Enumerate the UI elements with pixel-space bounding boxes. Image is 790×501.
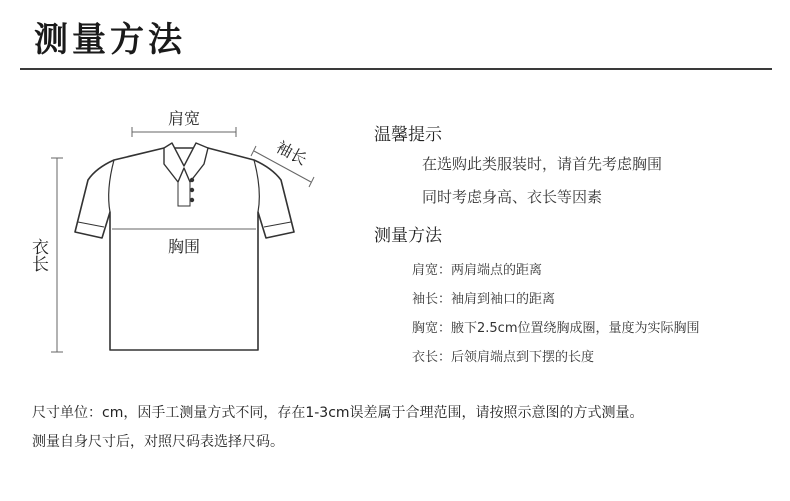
- method-item: 袖长：袖肩到袖口的距离: [412, 292, 556, 307]
- tip-line: 在选购此类服装时，请首先考虑胸围: [422, 155, 663, 173]
- shoulder-label: 肩宽: [167, 109, 201, 128]
- shoulder-measure-line: [132, 127, 236, 137]
- tips-heading: 温馨提示: [374, 125, 442, 145]
- tip-line: 同时考虑身高、衣长等因素: [422, 188, 603, 206]
- button-icon: [190, 178, 194, 182]
- length-label: 衣长: [28, 238, 48, 272]
- button-icon: [190, 188, 194, 192]
- title-divider: [20, 68, 772, 70]
- method-item: 衣长：后领肩端点到下摆的长度: [412, 350, 595, 365]
- chest-label: 胸围: [167, 237, 201, 256]
- footer-note: 尺寸单位：cm，因手工测量方式不同，存在1-3cm误差属于合理范围，请按照示意图的方式测量。: [32, 405, 644, 421]
- length-measure-line: [51, 158, 63, 352]
- page-title: 测量方法: [34, 20, 186, 60]
- button-icon: [190, 198, 194, 202]
- method-heading: 测量方法: [374, 226, 442, 246]
- sleeve-label: 袖长: [272, 137, 311, 170]
- method-item: 肩宽：两肩端点的距离: [412, 263, 543, 278]
- shirt-diagram: [0, 88, 340, 368]
- method-item: 胸宽：腋下2.5cm位置绕胸成圈，量度为实际胸围: [412, 321, 700, 336]
- footer-note: 测量自身尺寸后，对照尺码表选择尺码。: [32, 434, 284, 450]
